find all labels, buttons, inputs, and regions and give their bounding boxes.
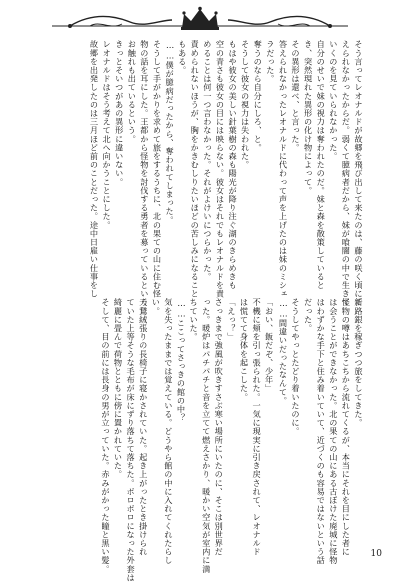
text-column: 故郷を出発したのは三月ほど前のことだった。途中日雇い仕事をし bbox=[89, 40, 100, 298]
text-column: はわずかな手下と住み着いていて、近づくのも容易ではないという話 bbox=[316, 298, 327, 565]
text-column: もある。 bbox=[177, 40, 188, 75]
text-column: 物の話を耳にした。王都から怪物を討伐する勇者を募っているという bbox=[139, 40, 150, 307]
text-column: い。 bbox=[151, 298, 162, 316]
text-column: 「おい、飯だぞ、少年」 bbox=[264, 298, 275, 393]
text-column: 奪うのなら自分にしろ、と。 bbox=[253, 40, 264, 152]
text-column: レオナルドはそう考えて北へ向かうことにした。 bbox=[102, 40, 113, 230]
top-text-block bbox=[88, 40, 364, 307]
text-column: った。暖炉はパチパチと音を立てて燃えさかり、暖かい空気が室内に満 bbox=[201, 298, 212, 574]
text-column: ……ここってさっきの館の中？ bbox=[176, 298, 187, 422]
text-column: 空の青さも彼女の目には映らない。彼女はそれでもレオナルドを責 bbox=[215, 40, 226, 298]
text-column: お触れも出ているという。 bbox=[127, 40, 138, 144]
text-column: そうして彼女の視力は失われた。 bbox=[240, 40, 251, 169]
page-number: 10 bbox=[370, 549, 382, 559]
text-column: 気を失ったままでは覚えている。どうやら館の中に入れてくれたらし bbox=[163, 298, 174, 565]
text-column: き、突然現れた異形の化け物によって。 bbox=[303, 40, 314, 195]
bottom-text-block bbox=[100, 298, 364, 582]
text-column: だった。 bbox=[303, 298, 314, 333]
text-column: 「えっ？」 bbox=[226, 298, 237, 341]
text-column: ていた上等そうな毛布が床にずり落ちて落ちた。ボロボロになった外套は bbox=[126, 298, 137, 582]
text-column: めることは何一つ言わなかった。それがよけいにつらかった。 bbox=[202, 40, 213, 281]
text-column: さっきまで強風が吹きすさぶ寒い場所にいたのに、そこは別世界だ bbox=[214, 298, 225, 556]
crown-ornament-header bbox=[50, 6, 350, 32]
text-column: ちていた。 bbox=[189, 298, 200, 341]
text-column: 怪物の噂はあちこちから流れてくるが、本当にそれを目にした者に bbox=[341, 298, 352, 556]
text-column: 天鵞絨張りの長椅子に寝かされていた。起き上がったとき掛けられ bbox=[138, 298, 149, 556]
text-column: て路銀を稼ぎつつ旅をしてきた。 bbox=[354, 298, 364, 427]
text-column: そして、目の前には長身の男が立っていた。赤みがかった瞳と黒い髪。 bbox=[100, 298, 111, 574]
text-column: えられなかったからだ。弱くて臆病者だから、妹が喰闇の中で生きて bbox=[341, 40, 352, 307]
text-column: は会うことができなかった。北の果ての山にある古ぼけた廃城に怪物 bbox=[328, 298, 339, 565]
text-column: きっとそいつがあの異形に違いない。 bbox=[114, 40, 125, 187]
text-column: ……僕が臆病だったから、奪われてしまった。 bbox=[165, 40, 176, 225]
text-column: 自分のせいで妹の視力は奪われたのだ。妹と森を散策していると bbox=[316, 40, 327, 290]
text-column: そう言ってレオナルドが故郷を飛び出して来たのは、藤の咲く頃に新 bbox=[354, 40, 364, 307]
text-column: 答えられなかったレオナルドに代わって声を上げたのは妹のミシェ bbox=[278, 40, 289, 298]
text-column: そうしてやっとたどり着いたのに。 bbox=[291, 298, 302, 436]
text-column: もはや彼女の美しい針葉樹の森も陽光が降り注ぐ湖のきらめきも bbox=[228, 40, 239, 290]
text-column: いくのを見ていられなかった。 bbox=[328, 40, 339, 161]
text-column: 不機に頬を引っ張られた。一気に現実に引き戻されて、レオナルド bbox=[252, 298, 263, 556]
text-column: ラだった。 bbox=[265, 40, 276, 83]
text-column: は慌てて身体を起こした。 bbox=[239, 298, 250, 402]
text-column: その異形は還べ、と言った。 bbox=[291, 40, 302, 152]
text-column: そうして手がかりを求めて旅をするうちに、北の果ての山に住む怪 bbox=[152, 40, 163, 298]
text-column: 責められないほうが、胸をかきむしりたいほどの苦しみになること bbox=[190, 40, 201, 298]
text-column: 綺麗に畳んで荷物とともに傍に置かれていた。 bbox=[113, 298, 124, 479]
text-column: ……間違いだったなんて。 bbox=[278, 298, 289, 405]
